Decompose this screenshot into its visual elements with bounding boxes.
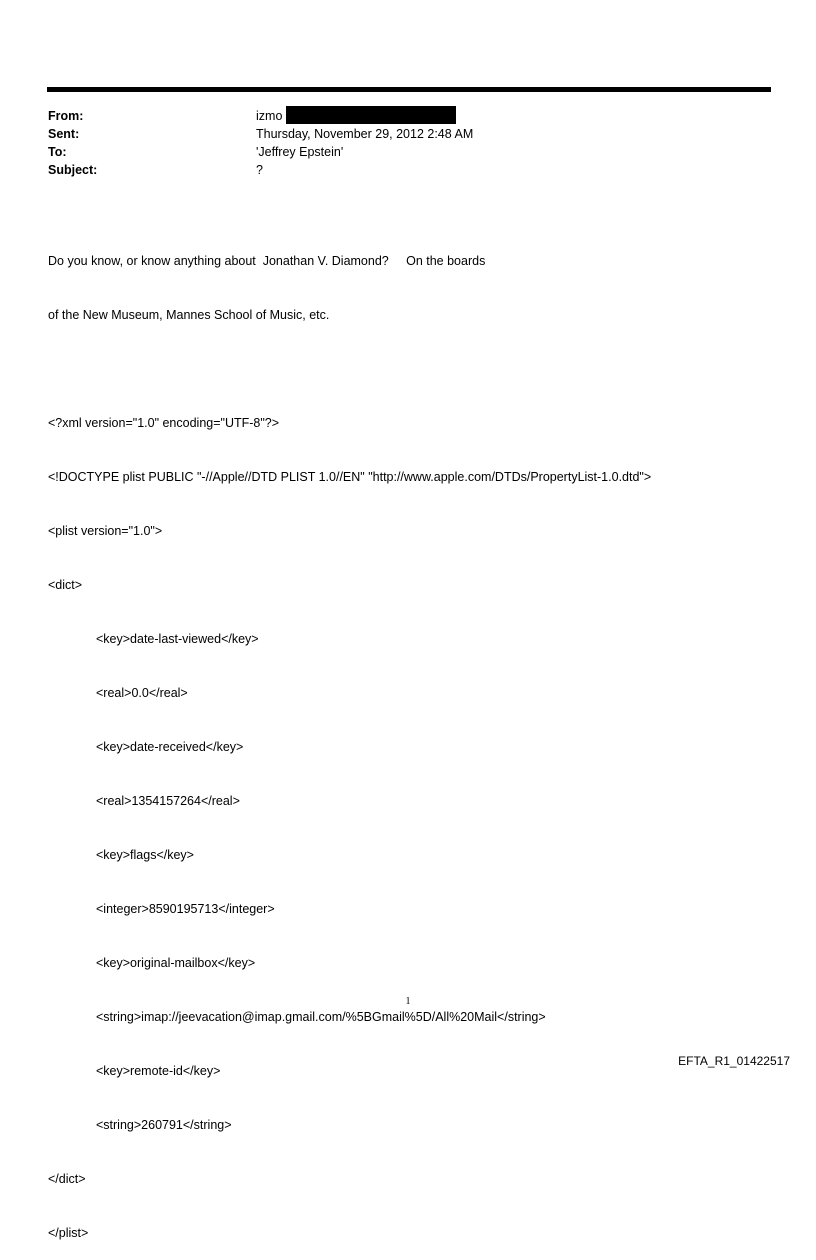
plist-entry: <integer>8590195713</integer> <box>96 902 275 916</box>
sent-value: Thursday, November 29, 2012 2:48 AM <box>256 127 474 141</box>
from-value <box>256 107 456 125</box>
page-number: 1 <box>405 996 411 1007</box>
from-label: From: <box>48 109 84 123</box>
spacer <box>48 360 651 378</box>
to-value: 'Jeffrey Epstein' <box>256 145 344 159</box>
email-header <box>48 107 473 179</box>
plist-entry: <string>260791</string> <box>96 1118 232 1132</box>
plist-xml-decl: <?xml version="1.0" encoding="UTF-8"?> <box>48 416 280 430</box>
plist-entry: <key>remote-id</key> <box>96 1064 221 1078</box>
subject-label: Subject: <box>48 163 98 177</box>
plist-close: </plist> <box>48 1226 89 1240</box>
document-id: EFTA_R1_01422517 <box>678 1054 790 1068</box>
body-line-2: of the New Museum, Mannes School of Music, etc. <box>48 308 330 322</box>
to-row <box>48 143 473 161</box>
email-body <box>48 216 651 1260</box>
subject-row <box>48 161 473 179</box>
plist-entry: <key>date-last-viewed</key> <box>96 632 259 646</box>
plist-open: <plist version="1.0"> <box>48 524 163 538</box>
sent-label: Sent: <box>48 127 80 141</box>
to-label: To: <box>48 145 67 159</box>
plist-doctype: <!DOCTYPE plist PUBLIC "-//Apple//DTD PLIST 1.0//EN" "http://www.apple.com/DTDs/PropertyList-1.0.dtd"> <box>48 470 652 484</box>
plist-entry: <key>flags</key> <box>96 848 194 862</box>
plist-entry: <real>1354157264</real> <box>96 794 240 808</box>
body-line-1: Do you know, or know anything about Jonathan V. Diamond? On the boards <box>48 254 486 268</box>
dict-open: <dict> <box>48 578 83 592</box>
header-rule <box>47 87 771 92</box>
sent-row <box>48 125 473 143</box>
plist-entry: <real>0.0</real> <box>96 686 188 700</box>
from-name: izmo <box>256 109 283 123</box>
subject-value: ? <box>256 163 263 177</box>
redaction-box <box>286 106 456 124</box>
plist-entry: <key>original-mailbox</key> <box>96 956 256 970</box>
plist-entry: <key>date-received</key> <box>96 740 244 754</box>
plist-entry: <string>imap://jeevacation@imap.gmail.com/%5BGmail%5D/All%20Mail</string> <box>96 1010 546 1024</box>
dict-close: </dict> <box>48 1172 86 1186</box>
from-row <box>48 107 473 125</box>
